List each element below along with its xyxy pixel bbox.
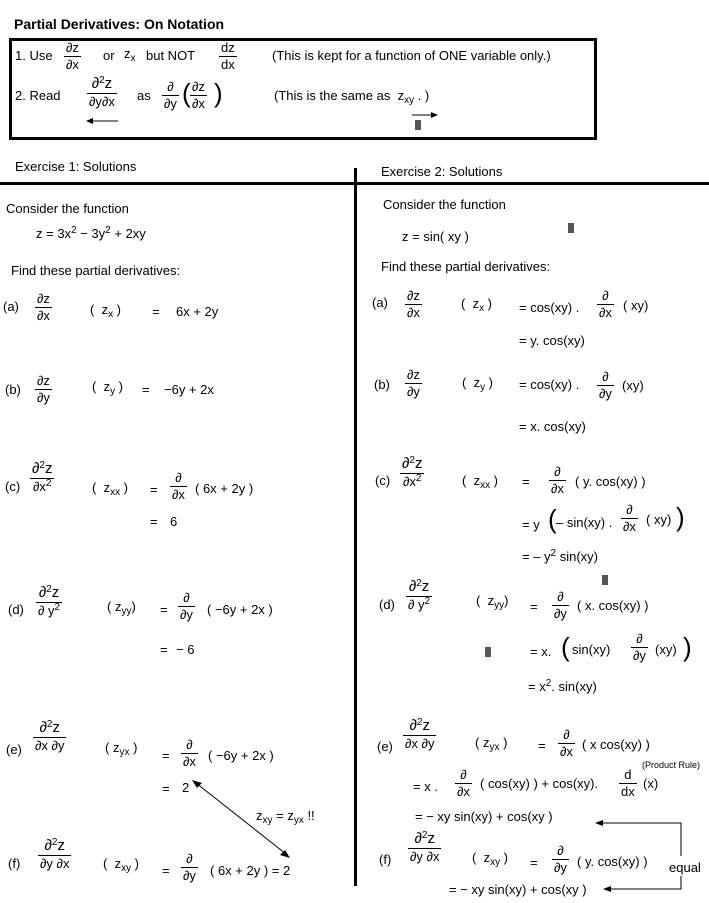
ex2-e-line3: = − xy sin(xy) + cos(xy ) xyxy=(415,809,553,824)
rule1-or: or xyxy=(103,48,115,63)
ex1-d-answer: − 6 xyxy=(176,642,195,657)
ex2-c-subscript-notation: ( $z_{xx}$ ) xyxy=(462,473,499,491)
ex2-d-operator: ∂ ∂y xyxy=(554,589,567,621)
ex2-a-line1-end: ( xy) xyxy=(623,298,649,313)
ex1-e-equals2: = xyxy=(162,781,170,796)
product-rule-note: (Product Rule) xyxy=(642,760,701,770)
ex2-a-line2: = y. cos(xy) xyxy=(519,333,585,348)
rule1-note: (This is kept for a function of ONE variable only.) xyxy=(272,48,551,63)
numerator: dz xyxy=(221,40,235,55)
ex1-c-expression: ( 6x + 2y ) xyxy=(195,481,254,496)
ex1-f-subscript-notation: ( $z_{xy}$ ) xyxy=(103,856,140,874)
ex2-a-operator: ∂ ∂x xyxy=(599,288,612,320)
ex1-f-label: (f) xyxy=(8,856,21,871)
ex2-d-label: (d) xyxy=(379,597,395,612)
ex2-e-line2-mid: ( cos(xy) ) + cos(xy). xyxy=(480,776,599,791)
ex2-f-line2: = − xy sin(xy) + cos(xy ) xyxy=(449,882,587,897)
ex2-e-operator3: d dx xyxy=(621,767,635,799)
ex1-e-operator: ∂ ∂x xyxy=(183,737,196,769)
ex1-find: Find these partial derivatives: xyxy=(11,263,181,278)
ex2-a-label: (a) xyxy=(372,295,388,310)
ex2-consider: Consider the function xyxy=(383,197,506,212)
left-paren: ( xyxy=(548,504,557,534)
numerator: ∂z xyxy=(66,40,79,55)
ex2-b-label: (b) xyxy=(374,377,390,392)
ex1-b-answer: −6y + 2x xyxy=(164,382,214,397)
ex2-a-line1: = cos(xy) . xyxy=(519,300,580,315)
ex1-equality-note: $z_{xy} = z_{yx}$ !! xyxy=(256,808,315,826)
ex1-f-expression: ( 6x + 2y ) = 2 xyxy=(210,863,291,878)
ex1-f-operator: ∂ ∂y xyxy=(183,851,196,883)
ex1-e-subscript-notation: ( $z_{yx}$ ) xyxy=(105,740,138,758)
ex1-f-fraction: ∂$^2$z ∂y ∂x xyxy=(40,837,70,871)
ex1-d-operator: ∂ ∂y xyxy=(180,590,193,622)
ex2-c-fraction: ∂$^2$z $\partial x^2$ xyxy=(402,455,423,489)
ex1-e-expression: ( −6y + 2x ) xyxy=(208,748,274,763)
ex2-d-subscript-notation: ( $z_{yy}$) xyxy=(476,593,509,611)
marker-square xyxy=(568,223,574,233)
left-paren: ( xyxy=(561,632,570,662)
ex2-e-subscript-notation: ( $z_{yx}$ ) xyxy=(475,735,508,753)
ex1-f-equals: = xyxy=(162,863,170,878)
ex2-e-line1-end: ( x cos(xy) ) xyxy=(582,737,650,752)
denominator: ∂y xyxy=(164,96,177,111)
ex1-c-answer: 6 xyxy=(170,514,178,529)
ex2-d-line1-end: ( x. cos(xy) ) xyxy=(577,598,649,613)
ex2-b-line2: = x. cos(xy) xyxy=(519,419,586,434)
marker-square xyxy=(485,647,491,657)
rule1-prefix: 1. Use xyxy=(15,48,53,63)
ex2-d-line2-end: (xy) xyxy=(655,642,677,657)
ex1-c-label: (c) xyxy=(5,479,21,494)
rule2-note: (This is the same as $z_{xy}$ . ) xyxy=(274,88,430,106)
rule1-ordinary-fraction xyxy=(219,41,237,71)
rule2-inner-fraction xyxy=(190,80,207,110)
ex1-c-equals2: = xyxy=(150,514,158,529)
ex2-f-operator: ∂ ∂y xyxy=(554,843,567,875)
ex2-a-fraction: ∂z ∂x xyxy=(407,288,420,320)
ex1-e-answer: 2 xyxy=(182,780,190,795)
ex1-b-subscript-notation: ( $z_y$ ) xyxy=(92,379,124,397)
numerator: ∂ xyxy=(167,79,174,94)
denominator: ∂x xyxy=(66,57,79,72)
ex2-d-fraction: ∂$^2$z ∂ $y^2$ xyxy=(408,578,431,612)
page-title: Partial Derivatives: On Notation xyxy=(14,16,225,32)
denominator: ∂x xyxy=(192,96,205,111)
ex2-b-line1-end: (xy) xyxy=(622,378,644,393)
ex2-f-label: (f) xyxy=(379,852,392,867)
right-paren: ) xyxy=(676,502,685,532)
ex2-c-line3: = – $y^2$ sin(xy) xyxy=(522,548,598,564)
denominator: ∂y∂x xyxy=(89,94,115,109)
ex2-c-line1-end: ( y. cos(xy) ) xyxy=(575,474,646,489)
rule2-prefix: 2. Read xyxy=(15,88,61,103)
right-paren: ) xyxy=(214,78,223,108)
ex1-c-equals: = xyxy=(150,482,158,497)
ex2-e-line2-start: = x . xyxy=(413,779,438,794)
ex1-function: $z = 3x^2 - 3y^2 + 2xy$ xyxy=(36,225,146,241)
ex1-c-subscript-notation: ( $z_{xx}$ ) xyxy=(92,480,129,498)
ex2-d-equals: = xyxy=(530,599,538,614)
ex2-f-equals: = xyxy=(530,855,538,870)
ex2-c-operator: ∂ ∂x xyxy=(551,464,564,496)
ex1-header: Exercise 1: Solutions xyxy=(15,159,137,174)
ex2-f-subscript-notation: ( $z_{xy}$ ) xyxy=(472,850,509,868)
ex2-c-equals: = xyxy=(522,474,530,489)
ex1-e-fraction: ∂$^2$z ∂x ∂y xyxy=(35,719,65,753)
rule2-second-partial xyxy=(87,76,117,108)
marker-square xyxy=(415,120,421,130)
right-paren: ) xyxy=(683,632,692,662)
ex2-e-fraction: ∂$^2$z ∂x ∂y xyxy=(405,717,435,751)
rule2-outer-operator xyxy=(162,80,179,110)
ex2-e-operator2: ∂ ∂x xyxy=(457,767,470,799)
ex2-f-fraction: ∂$^2$z ∂y ∂x xyxy=(410,830,440,864)
ex2-header: Exercise 2: Solutions xyxy=(381,164,503,179)
ex1-d-label: (d) xyxy=(8,602,24,617)
numerator: ∂$^2$z xyxy=(91,75,113,92)
ex2-e-operator: ∂ ∂x xyxy=(560,727,573,759)
vertical-divider xyxy=(354,168,357,886)
ex1-a-fraction: ∂z ∂x xyxy=(37,291,50,323)
left-paren: ( xyxy=(182,78,191,108)
ex1-b-label: (b) xyxy=(5,382,21,397)
ex2-d-operator2: ∂ ∂y xyxy=(633,631,646,663)
ex2-c-line2-start: = y xyxy=(522,517,540,532)
subscript: x xyxy=(130,53,136,64)
ex2-b-subscript-notation: ( $z_y$ ) xyxy=(462,375,494,393)
ex2-c-label: (c) xyxy=(375,473,391,488)
marker-square xyxy=(602,575,608,585)
ex1-b-equals: = xyxy=(142,382,150,397)
rule1-but-not: but NOT xyxy=(146,48,196,63)
ex2-f-line1-end: ( y. cos(xy) ) xyxy=(577,854,648,869)
ex1-c-fraction: ∂$^2$z $\partial x^2$ xyxy=(32,460,53,494)
numerator: ∂z xyxy=(192,79,205,94)
ex2-d-line2-mid: sin(xy) xyxy=(572,642,611,657)
ex2-function: z = sin( xy ) xyxy=(402,229,469,244)
ex2-b-fraction: ∂z ∂y xyxy=(407,367,420,399)
ex2-c-operator2: ∂ ∂x xyxy=(623,502,636,534)
ex1-d-fraction: ∂$^2$z ∂ $y^2$ xyxy=(38,584,61,618)
ex1-consider: Consider the function xyxy=(6,201,129,216)
ex1-d-subscript-notation: ( $z_{yy}$) xyxy=(107,599,136,617)
ex1-a-label: (a) xyxy=(3,299,19,314)
ex1-e-equals: = xyxy=(162,748,170,763)
ex1-a-subscript-notation: ( $z_x$ ) xyxy=(90,302,122,320)
rule1-partial-fraction xyxy=(64,41,81,71)
ex1-d-equals2: = xyxy=(160,642,168,657)
ex1-a-equals: = xyxy=(152,304,160,319)
arrow-right-icon xyxy=(412,110,438,120)
ex2-e-line2-end: (x) xyxy=(643,776,659,791)
ex2-c-line2-mid: – sin(xy) . xyxy=(556,515,613,530)
ex1-e-label: (e) xyxy=(6,742,22,757)
ex2-d-line2-start: = x. xyxy=(530,644,552,659)
rule2-as: as xyxy=(137,88,151,103)
arrow-left-icon xyxy=(86,116,120,126)
denominator: dx xyxy=(221,57,235,72)
ex1-c-operator: ∂ ∂x xyxy=(172,470,185,502)
ex2-c-line2-end: ( xy) xyxy=(646,512,672,527)
ex2-b-operator: ∂ ∂y xyxy=(599,369,612,401)
ex1-b-fraction: ∂z ∂y xyxy=(37,373,50,405)
equal-label: equal xyxy=(669,860,701,875)
ex2-a-subscript-notation: ( $z_x$ ) xyxy=(461,296,493,314)
ex2-find: Find these partial derivatives: xyxy=(381,259,551,274)
rule1-z-subscript xyxy=(124,46,136,64)
z-var: z xyxy=(124,46,131,61)
ex2-b-line1: = cos(xy) . xyxy=(519,377,580,392)
ex2-e-label: (e) xyxy=(377,739,393,754)
ex2-e-equals: = xyxy=(538,738,546,753)
ex1-a-answer: 6x + 2y xyxy=(176,304,219,319)
ex2-d-line3: = $x^2$. sin(xy) xyxy=(528,678,597,694)
ex1-d-equals: = xyxy=(160,602,168,617)
ex1-d-expression: ( −6y + 2x ) xyxy=(207,602,273,617)
